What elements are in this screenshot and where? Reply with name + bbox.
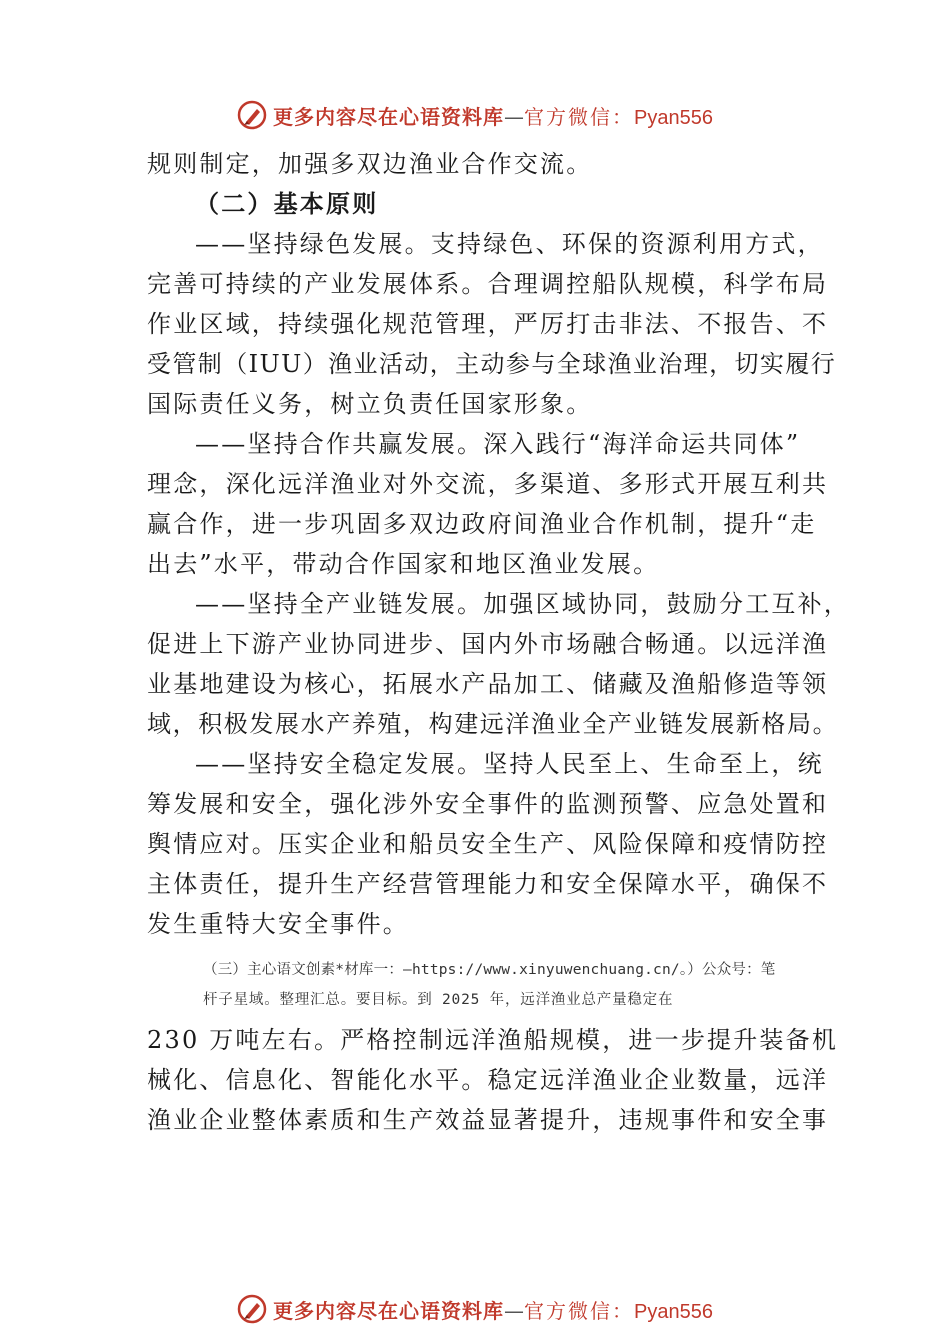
paragraph-line: 国际责任义务，树立负责任国家形象。	[147, 390, 593, 418]
banner-wechat-label: 官方微信：	[524, 1298, 635, 1323]
paragraph-line: ——坚持安全稳定发展。坚持人民至上、生命至上，统	[195, 750, 824, 778]
paragraph-line: 筹发展和安全，强化涉外安全事件的监测预警、应急处置和	[147, 790, 829, 818]
banner-wechat-id: Pyan556	[634, 1300, 713, 1323]
paragraph-line: 域，积极发展水产养殖，构建远洋渔业全产业链发展新格局。	[147, 710, 839, 738]
paragraph-line: 230 万吨左右。严格控制远洋渔船规模，进一步提升装备机	[147, 1026, 839, 1054]
paragraph-line: 出去”水平，带动合作国家和地区渔业发展。	[147, 550, 660, 578]
paragraph-line: 赢合作，进一步巩固多双边政府间渔业合作机制，提升“走	[147, 510, 817, 538]
banner-wechat-id: Pyan556	[634, 106, 713, 129]
banner-title: 更多内容尽在心语资料库	[273, 104, 505, 129]
section-heading: （二）基本原则	[195, 189, 379, 218]
paragraph-line: 促进上下游产业协同进步、国内外市场融合畅通。以远洋渔	[147, 630, 829, 658]
paragraph-line: 业基地建设为核心，拓展水产品加工、储藏及渔船修造等领	[147, 670, 829, 698]
paragraph-line: 发生重特大安全事件。	[147, 910, 409, 938]
paragraph-line: 受管制（IUU）渔业活动，主动参与全球渔业治理，切实履行	[147, 350, 837, 378]
paragraph-line: 完善可持续的产业发展体系。合理调控船队规模，科学布局	[147, 270, 829, 298]
banner-dash: —	[504, 104, 525, 129]
small-text-line: （三）主心语文创素*材库一：—https://www.xinyuwenchuang.cn/。）公众号：笔	[203, 962, 776, 978]
paragraph-line: 渔业企业整体素质和生产效益显著提升，违规事件和安全事	[147, 1106, 829, 1134]
pen-logo-icon	[237, 100, 267, 130]
small-text-line: 杆子星域。整理汇总。要目标。到 2025 年，远洋渔业总产量稳定在	[203, 992, 674, 1008]
paragraph-line: ——坚持合作共赢发展。深入践行“海洋命运共同体”	[195, 430, 801, 458]
banner-title: 更多内容尽在心语资料库	[273, 1298, 505, 1323]
paragraph-line: 主体责任，提升生产经营管理能力和安全保障水平，确保不	[147, 870, 829, 898]
paragraph-line: 理念，深化远洋渔业对外交流，多渠道、多形式开展互利共	[147, 470, 829, 498]
paragraph-line: 舆情应对。压实企业和船员安全生产、风险保障和疫情防控	[147, 830, 829, 858]
paragraph-line: ——坚持绿色发展。支持绿色、环保的资源利用方式，	[195, 230, 824, 258]
banner-wechat-label: 官方微信：	[524, 104, 635, 129]
footer-banner	[0, 1289, 950, 1329]
banner-dash: —	[504, 1298, 525, 1323]
pen-logo-icon	[237, 1294, 267, 1324]
header-banner	[0, 95, 950, 135]
paragraph-line: 规则制定，加强多双边渔业合作交流。	[147, 150, 593, 178]
paragraph-line: ——坚持全产业链发展。加强区域协同，鼓励分工互补，	[195, 590, 850, 618]
paragraph-line: 作业区域，持续强化规范管理，严厉打击非法、不报告、不	[147, 310, 829, 338]
paragraph-line: 械化、信息化、智能化水平。稳定远洋渔业企业数量，远洋	[147, 1066, 829, 1094]
